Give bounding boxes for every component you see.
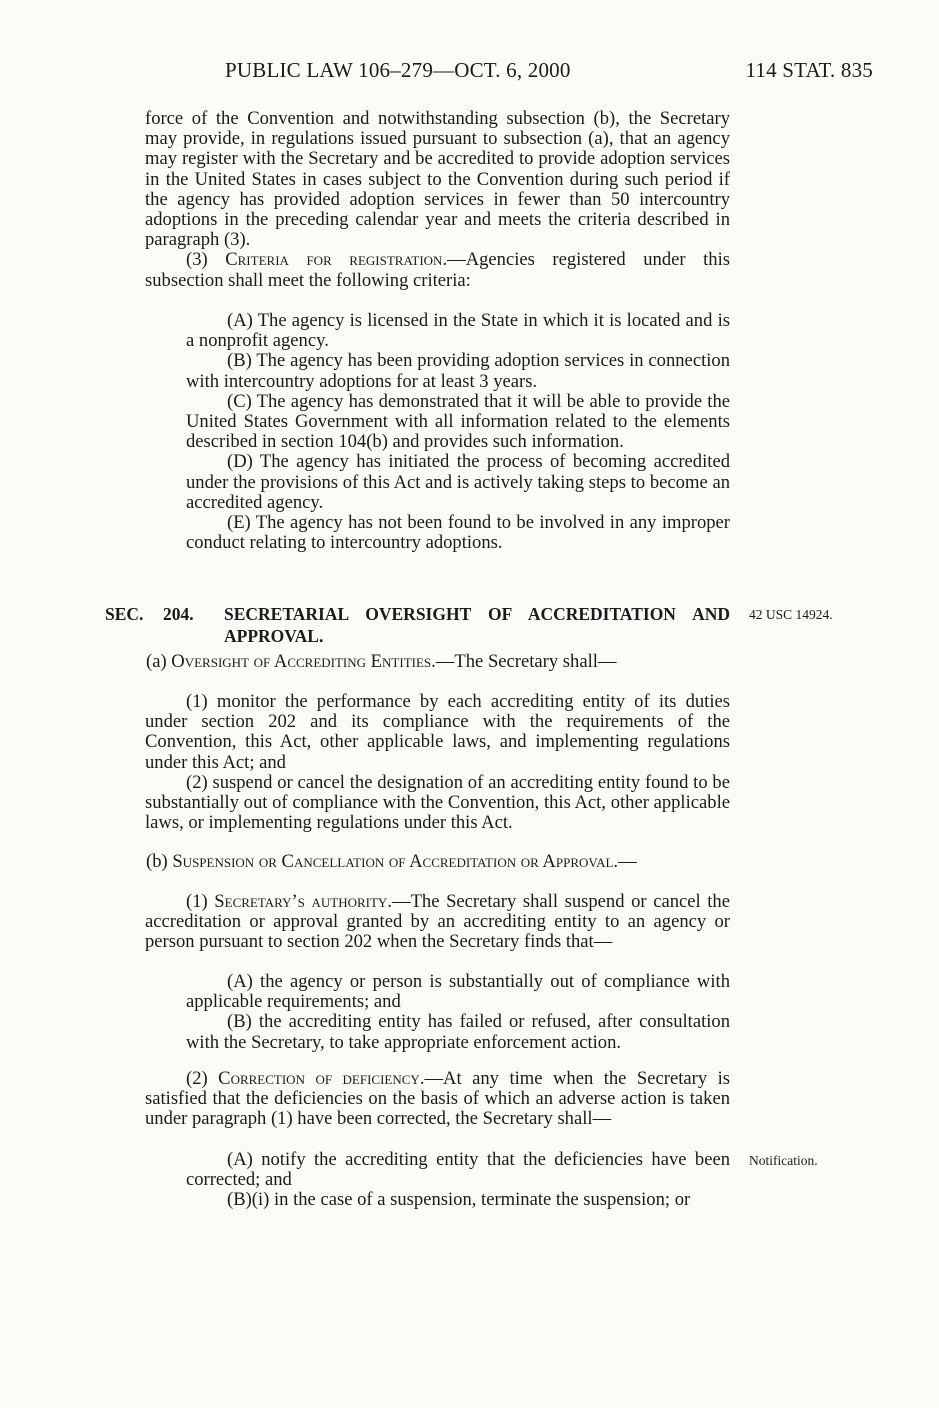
paragraph-b1-text: .—The Secretary shall suspend or cancel the accreditation or approval granted by an accrediting entity to an agency or person pursuant to section 202 when the Secretary finds that— — [145, 891, 730, 953]
subsection-a-items — [145, 692, 730, 833]
paragraph-3-text: .—Agencies registered under this subsection shall meet the following criteria: — [145, 249, 730, 291]
subsection-a-caption: Oversight of Accrediting Entities — [171, 651, 432, 672]
subsection-b-paragraph-2 — [145, 1069, 730, 1130]
criteria-item: (D) The agency has initiated the process of becoming accredited under the provisions of this Act and is actively taking steps to become an accredited agency. — [186, 451, 730, 513]
paragraph-b1-item: (B) the accrediting entity has failed or refused, after consultation with the Secretary, to take appropriate enforcement action. — [186, 1011, 730, 1053]
paragraph-b2-text: .—At any time when the Secretary is satisfied that the deficiencies on the basis of which an adverse action is taken under paragraph (1) have been corrected, the Secretary shall— — [145, 1068, 730, 1130]
subsection-a-text: .—The Secretary shall— — [431, 651, 617, 672]
header-stat-page: 114 STAT. 835 — [745, 58, 873, 82]
paragraph-b2-number: (2) — [186, 1068, 219, 1089]
criteria-list — [186, 311, 730, 553]
subsection-b-label: (b) — [146, 851, 173, 872]
header-title: PUBLIC LAW 106–279—OCT. 6, 2000 — [225, 58, 571, 82]
subsection-b-paragraph-1 — [145, 892, 730, 953]
criteria-item: (A) The agency is licensed in the State in which it is located and is a nonprofit agency. — [186, 310, 730, 352]
section-label: SEC. — [105, 604, 144, 624]
criteria-item: (C) The agency has demonstrated that it will be able to provide the United States Government with all information related to the elements described in section 104(b) and provides such information. — [186, 390, 730, 453]
subsection-a-item: (2) suspend or cancel the designation of an accrediting entity found to be substantially out of compliance with the Convention, this Act, other applicable laws, or implementing regulations under this Act. — [145, 771, 730, 834]
margin-note-notification: Notification. — [749, 1153, 818, 1168]
paragraph-3-caption: Criteria for registration — [225, 249, 443, 271]
running-header — [225, 58, 873, 88]
paragraph-b1-caption: Secretary’s authority — [214, 891, 388, 912]
subsection-a — [105, 652, 730, 672]
paragraph-b1-number: (1) — [186, 891, 215, 912]
block-criteria — [145, 109, 730, 291]
paragraph-b1 — [145, 892, 730, 953]
criteria-item: (B) The agency has been providing adoption services in connection with intercountry adoptions for at least 3 years. — [186, 350, 730, 392]
subsection-b-heading — [105, 852, 730, 872]
subsection-b — [105, 852, 730, 872]
paragraph-b1-item: (A) the agency or person is substantially out of compliance with applicable requirements; and — [186, 971, 730, 1013]
subsection-a-label: (a) — [146, 651, 172, 672]
paragraph-b2 — [145, 1069, 730, 1130]
paragraph-b1-items — [186, 972, 730, 1053]
subsection-a-item: (1) monitor the performance by each accrediting entity of its duties under section 202 and its compliance with the requirements of the Convention, this Act, other applicable laws, and implementing regulations under this Act; and — [145, 691, 730, 773]
paragraph-3-number: (3) — [186, 249, 226, 271]
continued-paragraph: force of the Convention and notwithstanding subsection (b), the Secretary may provide, in regulations issued pursuant to subsection (a), that an agency may register with the Secretary and be accredited to provide adoption services in the United States in cases subject to the Convention during such period if the agency has provided adoption services in fewer than 50 intercountry adoptions in the preceding calendar year and meets the criteria described in paragraph (3). — [145, 108, 730, 251]
subsection-b-caption: Suspension or Cancellation of Accreditation or Approval — [172, 851, 614, 872]
section-title-line-1: SECRETARIAL OVERSIGHT OF ACCREDITATION AND — [224, 604, 730, 624]
margin-note-usc: 42 USC 14924. — [749, 607, 833, 622]
paragraph-3 — [145, 250, 730, 290]
subsection-b-text: .— — [613, 851, 637, 872]
paragraph-b2-caption: Correction of deficiency — [218, 1068, 420, 1089]
paragraph-b2-item: (B)(i) in the case of a suspension, terminate the suspension; or — [227, 1189, 691, 1211]
subsection-a-heading — [105, 652, 730, 672]
criteria-item: (E) The agency has not been found to be involved in any improper conduct relating to intercountry adoptions. — [186, 512, 730, 554]
paragraph-b2-items — [186, 1150, 730, 1211]
paragraph-b2-item: (A) notify the accrediting entity that the deficiencies have been corrected; and — [186, 1149, 730, 1191]
section-title-line-2: APPROVAL. — [224, 626, 324, 646]
section-number: 204. — [163, 604, 194, 624]
